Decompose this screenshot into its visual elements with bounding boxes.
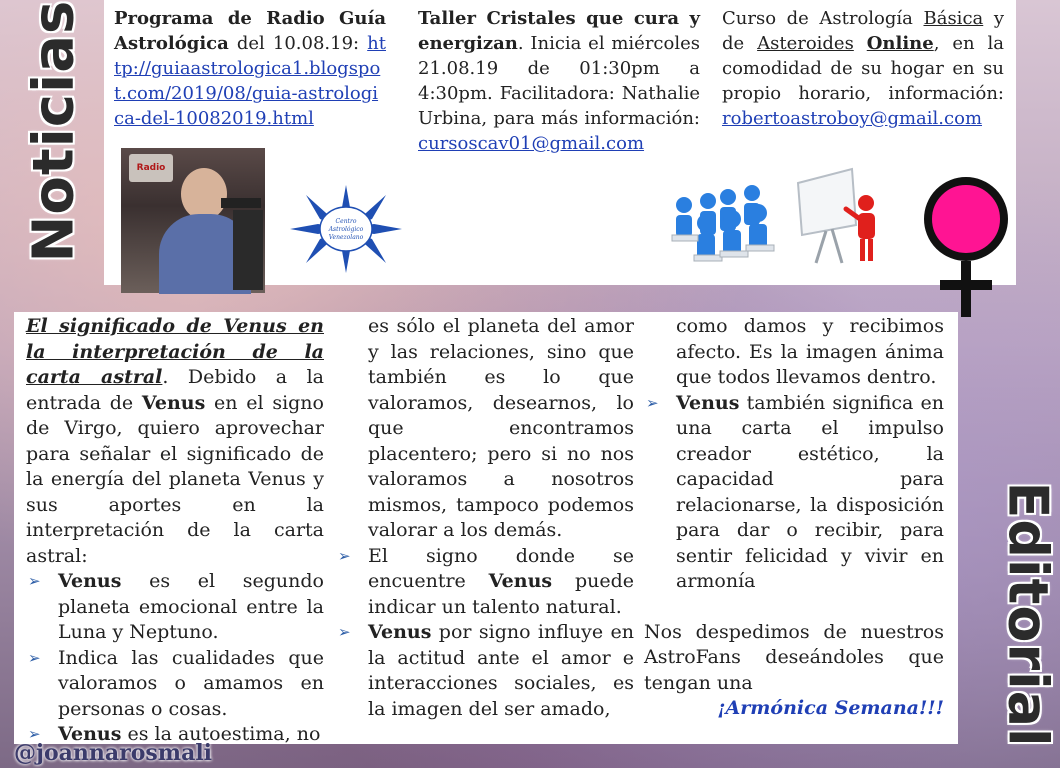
svg-text:Centro: Centro bbox=[335, 218, 357, 225]
arrow-bullet-icon: ➢ bbox=[28, 725, 41, 743]
radio-date: del 10.08.19: bbox=[236, 33, 360, 54]
bullet-text-3a: es la autoestima, no bbox=[121, 723, 321, 745]
taller-email-link[interactable]: cursoscav01@gmail.com bbox=[418, 133, 645, 154]
bullet-item-6 bbox=[644, 391, 944, 595]
astrology-center-logo bbox=[288, 183, 404, 275]
curso-asteroides: Asteroides bbox=[757, 33, 854, 54]
bullet-text-1: es el segundo planeta emocional entre la Luna y Neptuno. bbox=[58, 570, 324, 643]
bullet-item-1 bbox=[26, 569, 324, 646]
venus-symbol-icon bbox=[918, 174, 1014, 320]
bullet-item-5 bbox=[336, 620, 634, 722]
bullet-text-5: por signo influye en la actitud ante el amor e interacciones sociales, es la imagen del ser amado, bbox=[368, 621, 634, 720]
radio-news bbox=[114, 6, 386, 131]
arrow-bullet-icon: ➢ bbox=[338, 546, 351, 565]
bullet-text-4b: puede indicar un talento natural. bbox=[368, 570, 635, 618]
bullet-text-3b: es sólo el planeta del amor y las relaciones, sino que también es lo que valoramos, desearnos, lo que encontramos placentero; pero si no nos valoramos a nosotros mismos, tampoco podemos valorar a los demás. bbox=[368, 315, 634, 541]
curso-email-link[interactable]: robertoastroboy@gmail.com bbox=[722, 108, 983, 129]
curso-text-1: Curso de Astrología bbox=[722, 8, 924, 29]
curso-text-3 bbox=[854, 33, 867, 54]
classroom-illustration bbox=[666, 165, 886, 265]
bullet-text-2: Indica las cualidades que valoramos o amamos en personas o cosas. bbox=[58, 646, 324, 720]
radio-sign: Radio bbox=[129, 154, 173, 182]
editorial-panel bbox=[14, 312, 958, 744]
svg-text:Venezolano: Venezolano bbox=[328, 234, 364, 241]
editorial-column-1 bbox=[26, 314, 324, 748]
venus-word: Venus bbox=[488, 570, 553, 592]
bullet-item-2 bbox=[26, 646, 324, 723]
venus-word: Venus bbox=[141, 391, 206, 414]
author-handle: @joannarosmali bbox=[14, 740, 213, 766]
editorial-title: Editorial bbox=[996, 481, 1060, 748]
arrow-bullet-icon: ➢ bbox=[28, 648, 41, 667]
bullet-item-4 bbox=[336, 544, 634, 621]
venus-word: Venus bbox=[676, 391, 740, 414]
bullet-text-6: también significa en una carta el impulso creador estético, la capacidad para relacionarse, la disposición para dar o recibir, para sentir felicidad y vivir en armonía bbox=[676, 391, 944, 592]
curso-text-2: y de bbox=[722, 8, 1004, 54]
curso-news bbox=[722, 6, 1004, 131]
editorial-column-3 bbox=[644, 314, 944, 722]
intro-b: en el signo de Virgo, quiero aprovechar para señalar el significado de la energía del planeta Venus y sus aportes en la interpretación de la carta astral: bbox=[26, 391, 324, 567]
closing-text: Nos despedimos de nuestros AstroFans deseándoles que tengan una bbox=[644, 620, 944, 694]
intro-a: . Debido a la entrada de bbox=[26, 366, 324, 414]
news-panel bbox=[104, 0, 1016, 285]
blessing-text: ¡Armónica Semana!!! bbox=[717, 697, 944, 719]
venus-word: Venus bbox=[368, 621, 432, 643]
arrow-bullet-icon: ➢ bbox=[338, 623, 351, 641]
curso-text-4: , en la comodidad de su hogar en su propio horario, información: bbox=[722, 33, 1004, 104]
venus-word: Venus bbox=[58, 570, 122, 592]
taller-body: . Inicia el miércoles 21.08.19 de 01:30pm a 4:30pm. Facilitadora: Nathalie Urbina, para más información: bbox=[418, 33, 700, 129]
arrow-bullet-icon: ➢ bbox=[646, 393, 659, 412]
editorial-column-2 bbox=[336, 314, 634, 722]
venus-word: Venus bbox=[58, 723, 122, 745]
bullet-text-5c: como damos y recibimos afecto. Es la imagen ánima que todos llevamos dentro. bbox=[676, 315, 944, 388]
radio-link[interactable]: http://guiaastrologica1.blogspot.com/2019/08/guia-astrologica-del-10082019.html bbox=[114, 33, 386, 129]
noticias-title: Noticias bbox=[21, 0, 87, 263]
bullet-text-4a: El signo donde se encuentre bbox=[368, 544, 634, 592]
svg-text:Astrológico: Astrológico bbox=[328, 226, 364, 233]
radio-host-photo bbox=[121, 148, 265, 293]
curso-online: Online bbox=[866, 33, 934, 54]
editorial-heading: El significado de Venus en la interpretación de la carta astral bbox=[26, 315, 324, 388]
curso-basica: Básica bbox=[923, 8, 984, 29]
arrow-bullet-icon: ➢ bbox=[28, 572, 41, 590]
radio-title: Programa de Radio Guía Astrológica bbox=[114, 8, 386, 54]
taller-news bbox=[418, 6, 700, 156]
taller-title: Taller Cristales que cura y energizan bbox=[418, 8, 700, 54]
